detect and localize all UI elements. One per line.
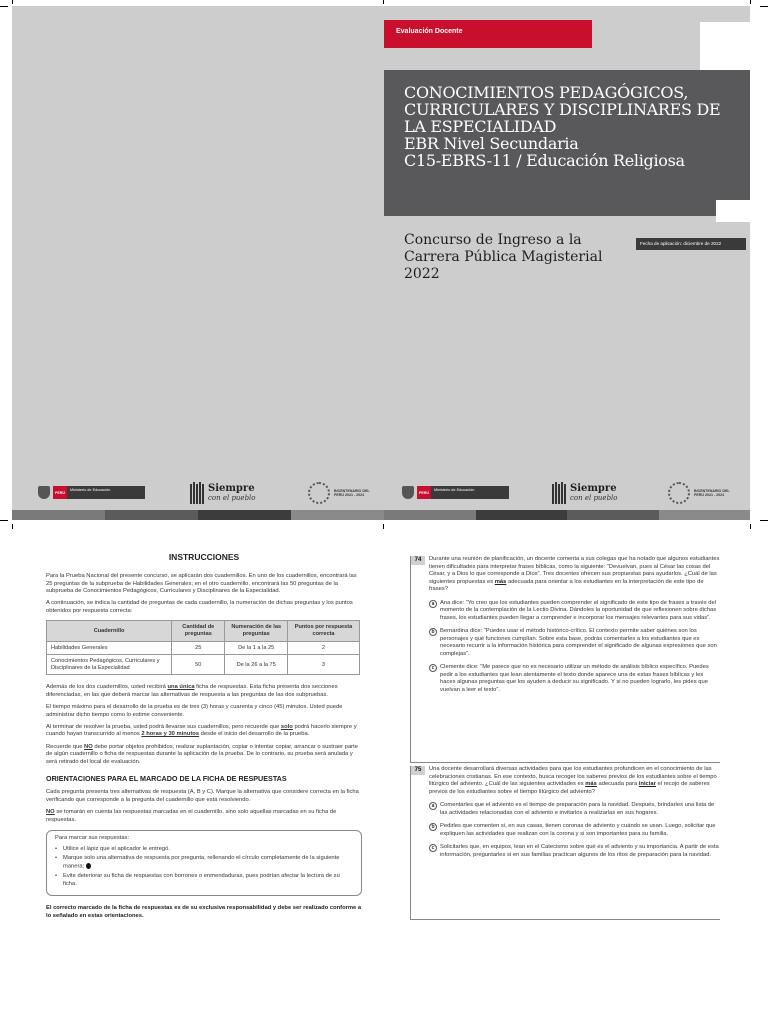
table-cell: De la 1 a la 25 — [225, 641, 288, 655]
marking-box — [46, 830, 362, 896]
option-text: Bernardina dice: “Puedes usar el método histórico-crítico. El contexto permite saber quiénes son los personajes y qué funciones cumplían. Sobre esta base, podrás comentarles a los estudiantes que es necesario recurrir a la información histórica para comprender el significado de algunas expresiones que son complejas”. — [440, 628, 717, 657]
question-number: 74 — [411, 556, 425, 565]
siempre-logo — [552, 482, 618, 504]
question-stem — [429, 766, 720, 796]
coat-of-arms-icon — [38, 486, 50, 499]
orientations-paragraph — [46, 809, 362, 824]
orientations-title: ORIENTACIONES PARA EL MARCADO DE LA FICHA DE RESPUESTAS — [46, 774, 287, 784]
peru-label: PERÚ — [53, 486, 67, 499]
list-item: • Evite deteriorar su ficha de respuestas con borrones o enmendaduras, pues podrían afectar la lectura de su ficha. — [55, 873, 353, 888]
brand-label: Evaluación Docente — [396, 28, 463, 35]
instructions-paragraph — [46, 744, 362, 767]
crop-mark — [750, 524, 751, 529]
answer-option[interactable] — [429, 628, 720, 658]
table-header: Puntos por respuesta correcta — [287, 621, 359, 641]
crop-mark — [12, 524, 13, 529]
emphasis: 2 horas y 30 minutos — [141, 731, 200, 738]
text-run: se tomarán en cuenta las respuestas marcadas en el cuadernillo, sino solo aquellas marcadas en su ficha de respuestas. — [46, 808, 337, 823]
instructions-title: INSTRUCCIONES — [168, 552, 240, 562]
siempre-logo — [190, 482, 256, 504]
date-tag: Fecha de aplicación: diciembre de 2022 — [636, 238, 746, 250]
minedu-logo — [38, 486, 145, 499]
text-run: Marque solo una alternativa de respuesta por pregunta, rellenando el círculo completamente de la siguiente manera: — [63, 855, 340, 870]
answer-option[interactable] — [429, 664, 720, 694]
siempre-subtitle: con el pueblo — [569, 494, 618, 502]
siempre-subtitle: con el pueblo — [207, 494, 256, 502]
filled-circle-icon — [86, 863, 91, 869]
option-text: Comentarles que el adviento es el tiempo de preparación para la navidad. Después, brindarles una lista de las actividades relacionadas con el adviento e invitarlos a realizarlas en sus hogares. — [440, 802, 715, 816]
emphasis: NO — [84, 743, 93, 750]
table-row — [47, 641, 360, 655]
color-strip — [384, 510, 750, 520]
cover-title-line: EBR Nivel Secundaria — [404, 134, 579, 153]
emphasis: más — [494, 578, 507, 585]
back-cover-logos — [12, 482, 384, 504]
text-run: Durante una reunión de planificación, un docente comenta a sus colegas que ha notado que algunos estudiantes tienen dificultades para interpretar frases bíblicas, como la siguiente: “Devuelvan, pues al César las cosas del César, y a Dios lo que corresponde a Dios”. Tres docentes ofrecen sus propuestas para ayudarlos. ¿Cuál de las siguientes propuestas es — [429, 556, 720, 585]
booklets-table — [46, 620, 360, 675]
final-note: El correcto marcado de la ficha de respuestas es de su exclusiva responsabilidad y debe ser realizado conforme a lo señalado en estas orientaciones. — [46, 905, 362, 919]
title-panel — [384, 70, 750, 216]
contest-line: 2022 — [404, 266, 440, 282]
minedu-logo — [402, 486, 509, 499]
question-74 — [410, 556, 720, 763]
front-cover — [384, 6, 750, 510]
cover-title-line: LA ESPECIALIDAD — [404, 117, 557, 136]
orientations-paragraph: Cada pregunta presenta tres alternativas de respuesta (A, B y C). Marque la alternativa que considere correcta en la ficha verificando que corresponde a la pregunta del cuadernillo que está resolviendo. — [46, 789, 359, 803]
option-letter: c — [429, 664, 437, 672]
crop-mark — [760, 520, 768, 521]
bicentenario-label: BICENTENARIO DEL PERÚ 2021 - 2024 — [694, 488, 730, 497]
bicentenario-icon — [308, 482, 330, 504]
bicentenario-icon — [668, 482, 690, 504]
marking-box-intro: Para marcar sus respuestas: — [55, 835, 130, 842]
option-letter: b — [429, 628, 437, 636]
back-cover — [12, 6, 384, 510]
contest-line: Carrera Pública Magisterial — [404, 249, 603, 265]
peru-label: PERÚ — [417, 486, 431, 499]
table-header: Cantidad de preguntas — [172, 621, 225, 641]
text-run: Una docente desarrollará diversas actividades para que los estudiantes profundicen en el conocimiento de las celebraciones cristianas. En ese contexto, busca recoger los saberes previos de los estudiantes sobre el tiempo litúrgico del adviento. ¿Cuál de las siguientes actividades es — [429, 766, 717, 787]
ministry-label: Ministerio de Educación — [67, 486, 145, 499]
crop-mark — [383, 524, 384, 529]
columns-icon — [190, 482, 204, 504]
emphasis: NO — [46, 808, 55, 815]
table-cell: 3 — [287, 655, 359, 675]
question-stem — [429, 556, 720, 594]
text-run: el recojo de saberes previos de los estudiantes sobre el tiempo litúrgico del adviento? — [429, 781, 710, 795]
list-item — [55, 855, 353, 871]
instructions-paragraph: A continuación, se indica la cantidad de preguntas de cada cuadernillo, la numeración de dichas preguntas y los puntos obtenidos por respuesta correcta: — [46, 600, 353, 614]
crop-mark — [12, 0, 13, 4]
table-cell: Habilidades Generales — [47, 641, 172, 655]
instructions-paragraph: Para la Prueba Nacional del presente concurso, se aplicarán dos cuadernillos. En uno de los cuadernillos, encontrará las 25 preguntas de la subprueba de Habilidades Generales; en el otro cuadernillo, encontrará las 50 preguntas de la subprueba de Conocimientos Pedagógicos, Curriculares y Disciplinares de la Especialidad. — [46, 573, 357, 595]
brand-bar — [384, 20, 592, 48]
contest-title — [404, 232, 624, 283]
instructions-page — [46, 552, 362, 925]
table-header: Numeración de las preguntas — [225, 621, 288, 641]
option-text: Solicitarles que, en equipos, lean en el Catecismo sobre qué es el adviento y su importancia. A partir de esta información, preguntarles si en sus familias practican algunos de los ritos de preparación para la navidad. — [440, 844, 719, 858]
bicentenario-logo — [668, 482, 738, 504]
cover-notch — [716, 200, 750, 222]
cover-notch — [700, 22, 750, 70]
cover-title — [404, 84, 734, 169]
crop-mark — [0, 6, 8, 7]
list-item: • Utilice el lápiz que el aplicador le entregó. — [55, 846, 353, 854]
question-75 — [410, 766, 720, 920]
text-run: ficha de respuestas. Esta ficha presenta dos secciones diferenciadas, en las que deberá marcar las alternativas de respuesta a las preguntas de las dos subpruebas. — [46, 684, 338, 699]
contest-line: Concurso de Ingreso a la — [404, 232, 582, 248]
bicentenario-logo — [308, 482, 378, 504]
table-header-row — [47, 621, 360, 641]
table-header: Cuadernillo — [47, 621, 172, 641]
text-run: desde el inicio del desarrollo de la prueba. — [199, 731, 310, 738]
emphasis: más — [585, 781, 597, 787]
instructions-paragraph: El tiempo máximo para el desarrollo de la prueba es de tres (3) horas y cuarenta y cinco (45) minutos. Usted puede administrar dicho tiempo como lo estime conveniente. — [46, 704, 343, 718]
siempre-title: Siempre — [207, 483, 255, 494]
table-row — [47, 655, 360, 675]
answer-option[interactable] — [429, 802, 720, 817]
text-run: debe portar objetos prohibidos, realizar suplantación, copiar o intentar copiar, arrancar o sustraer parte de algún cuadernillo o ficha de respuestas durante la aplicación de la prueba. De lo contrario, su prueba será anulada y será retirado del local de evaluación. — [46, 743, 358, 765]
table-cell: 25 — [172, 641, 225, 655]
crop-mark — [760, 6, 768, 7]
text-run: Recuerde que — [46, 743, 85, 750]
front-cover-logos — [384, 482, 750, 504]
table-cell: Conocimientos Pedagógicos, Curriculares y Disciplinares de la Especialidad — [47, 655, 172, 675]
coat-of-arms-icon — [402, 486, 414, 499]
option-text: Clemente dice: “Me parece que no es necesario utilizar un método de análisis bíblico específico. Puedes pedir a los estudiantes que lean atentamente el texto donde aparece una de estas frases bíblicas y les haces algunas preguntas que los ayuden a deducir su significado. Y si no pueden lograrlo, les pides que vuelvan a leer el texto”. — [440, 664, 709, 693]
instructions-paragraph — [46, 684, 362, 699]
answer-option[interactable] — [429, 823, 720, 838]
color-strip — [12, 510, 384, 520]
emphasis: una única — [167, 684, 195, 691]
ministry-label: Ministerio de Educación — [431, 486, 509, 499]
text-run: Al terminar de resolver la prueba, usted podrá llevarse sus cuadernillos, pero recuerde que — [46, 723, 281, 730]
emphasis: solo — [280, 723, 293, 730]
table-cell: 50 — [172, 655, 225, 675]
text-run: Además de los dos cuadernillos, usted recibirá — [46, 684, 168, 691]
crop-mark — [750, 0, 751, 4]
text-run: adecuada para orientar a los estudiantes en la interpretación de este tipo de frases? — [429, 578, 704, 592]
crop-mark — [0, 520, 8, 521]
option-text: Ana dice: “Yo creo que los estudiantes pueden comprender el significado de este tipo de frases a través del momento de la contemplación de la Lectio Divina. Dándoles la oportunidad de que reflexionen sobre dichas frases, los estudiantes pueden llegar a comprender e incorporar los mensajes relevantes para sus vidas”. — [440, 599, 717, 621]
text-run: podrá hacerlo siempre y cuando hayan transcurrido al menos — [46, 723, 357, 738]
table-cell: 2 — [287, 641, 359, 655]
option-text: Pedirles que comenten si, en sus casas, tienen coronas de adviento y cuándo se usan. Luego, solicitar que expliquen las actividades que realizan con la corona y si son importantes para su familia. — [440, 823, 716, 837]
siempre-title: Siempre — [569, 483, 617, 494]
option-letter: b — [429, 823, 437, 831]
marking-list — [55, 846, 353, 889]
option-letter: c — [429, 844, 437, 852]
bicentenario-label: BICENTENARIO DEL PERÚ 2021 - 2024 — [334, 488, 370, 497]
cover-title-line: C15-EBRS-11 / Educación Religiosa — [404, 151, 685, 170]
option-letter: a — [429, 802, 437, 810]
text-run: adecuada para — [596, 781, 639, 787]
instructions-paragraph — [46, 724, 362, 739]
table-cell: De la 26 a la 75 — [225, 655, 288, 675]
cover-title-line: CURRICULARES Y DISCIPLINARES DE — [404, 100, 721, 119]
cover-title-line: CONOCIMIENTOS PEDAGÓGICOS, — [404, 83, 689, 102]
question-number: 75 — [411, 766, 425, 775]
option-letter: a — [429, 600, 437, 608]
answer-option[interactable] — [429, 844, 720, 859]
emphasis: iniciar — [638, 781, 656, 787]
columns-icon — [552, 482, 566, 504]
crop-mark — [383, 0, 384, 4]
answer-option[interactable] — [429, 600, 720, 623]
